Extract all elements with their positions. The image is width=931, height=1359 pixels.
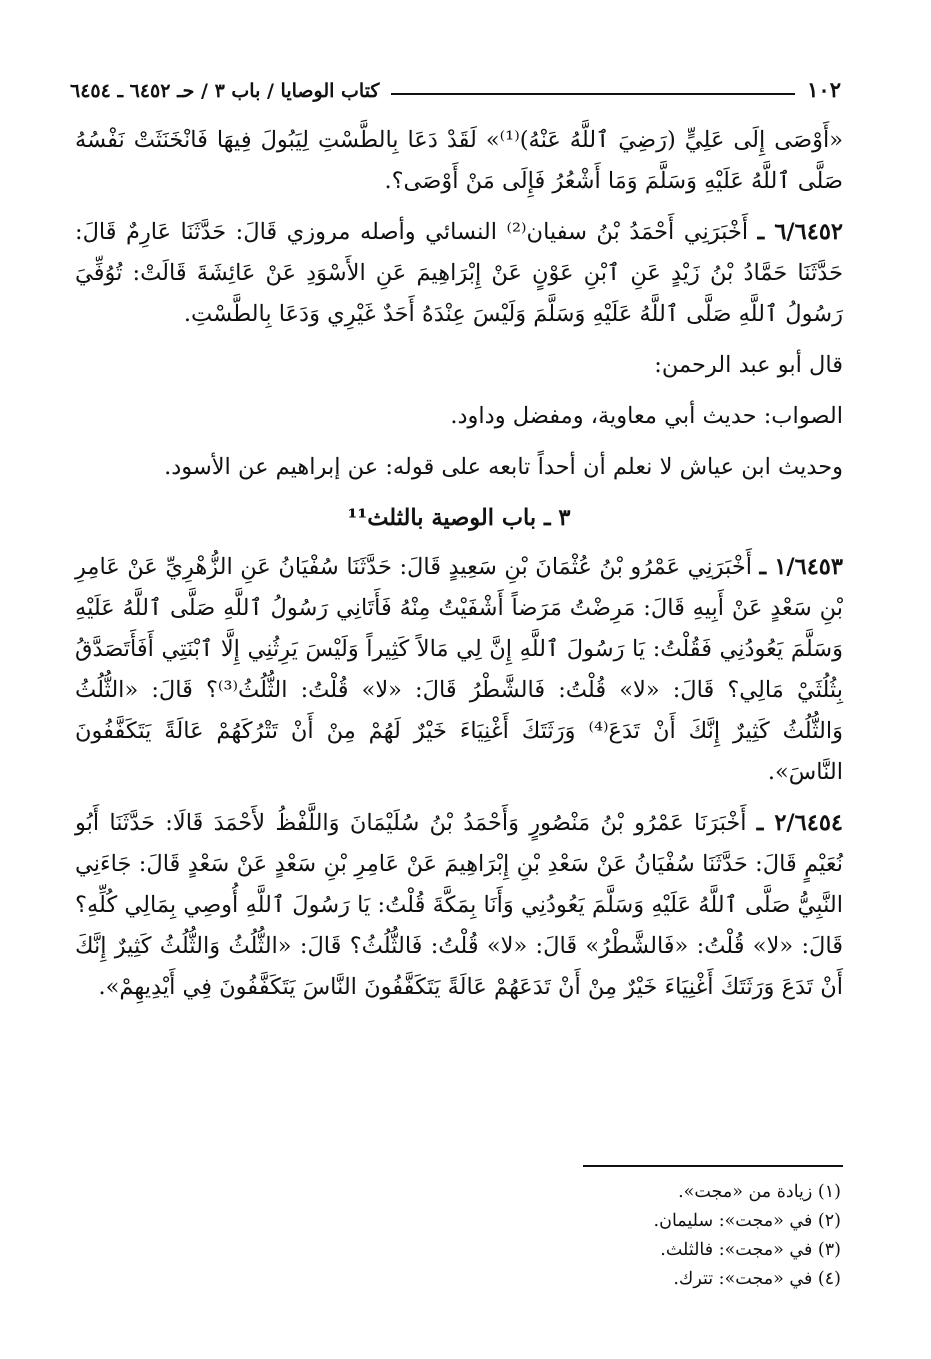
footnotes — [300, 1178, 841, 1294]
footnote: (٤) في «مجت»: تترك. — [673, 1269, 841, 1289]
paragraph — [75, 803, 843, 1008]
page-number: ١٠٢ — [807, 77, 841, 102]
paragraph-text: أَخْبَرَنِي أَحْمَدُ بْنُ سفيان⁽²⁾ النسائي وأصله مروزي قَالَ: حَدَّثَنَا عَارِمٌ قَالَ: حَدَّثَنَا حَمَّادُ بْنُ زَيْدٍ عَنِ ٱبْنِ عَوْنٍ عَنْ إِبْرَاهِيمَ عَنِ الأَسْوَدِ عَنْ عَائِشَةَ قَالَتْ: تُوُفِّيَ رَسُولُ ٱللَّهِ صَلَّى ٱللَّهُ عَلَيْهِ وَسَلَّمَ وَلَيْسَ عِنْدَهُ أَحَدٌ غَيْرِي وَدَعَا بِالطَّسْتِ. — [75, 219, 843, 327]
footnote-divider — [583, 1165, 843, 1167]
paragraph — [75, 120, 843, 202]
paragraph-text: أَخْبَرَنِي عَمْرُو بْنُ عُثْمَانَ بْنِ سَعِيدٍ قَالَ: حَدَّثَنَا سُفْيَانُ عَنِ الزُّهْرِيِّ عَنْ عَامِرِ بْنِ سَعْدٍ عَنْ أَبِيهِ قَالَ: مَرِضْتُ مَرَضاً أَشْفَيْتُ مِنْهُ فَأَتَانِي رَسُولُ ٱللَّهِ صَلَّى ٱللَّهُ عَلَيْهِ وَسَلَّمَ يَعُودُنِي فَقُلْتُ: يَا رَسُولَ ٱللَّهِ إِنَّ لِي مَالاً كَثِيراً وَلَيْسَ يَرِثُنِي إِلَّا ٱبْنَتِي أَفَأَتَصَدَّقُ بِثُلُثَيْ مَالِي؟ قَالَ: «لا» قُلْتُ: فَالشَّطْرُ قَالَ: «لا» قُلْتُ: الثُّلُثُ⁽³⁾؟ قَالَ: «الثُّلُثُ وَالثُّلُثُ كَثِيرٌ إِنَّكَ أَنْ تَدَعَ⁽⁴⁾ وَرَثَتَكَ أَغْنِيَاءَ خَيْرٌ لَهُمْ مِنْ أَنْ تَتْرُكَهُمْ عَالَةً يَتَكَفَّفُونَ النَّاسَ». — [75, 554, 843, 785]
footnote: (١) زيادة من «مجت». — [678, 1182, 841, 1202]
header-line — [391, 93, 795, 95]
paragraph-text: أَخْبَرَنَا عَمْرُو بْنُ مَنْصُورٍ وَأَحْمَدُ بْنُ سُلَيْمَانَ وَاللَّفْظُ لأَحْمَدَ قَالَا: حَدَّثَنَا أَبُو نُعَيْمٍ قَالَ: حَدَّثَنَا سُفْيَانُ عَنْ سَعْدِ بْنِ إِبْرَاهِيمَ عَنْ عَامِرِ بْنِ سَعْدٍ عَنْ سَعْدٍ قَالَ: جَاءَنِي النَّبِيُّ صَلَّى ٱللَّهُ عَلَيْهِ وَسَلَّمَ يَعُودُنِي وَأَنَا بِمَكَّةَ قُلْتُ: يَا رَسُولَ ٱللَّهِ أُوصِي بِمَالِي كُلِّهِ؟ قَالَ: «لا» قُلْتُ: «فَالشَّطْرُ» قَالَ: «لا» قُلْتُ: فَالثُّلُثُ؟ قَالَ: «الثُّلُثُ وَالثُّلُثُ كَثِيرٌ إِنَّكَ أَنْ تَدَعَ وَرَثَتَكَ أَغْنِيَاءَ خَيْرٌ مِنْ أَنْ تَدَعَهُمْ عَالَةً يَتَكَفَّفُونَ النَّاسَ يَتَكَفَّفُونَ فِي أَيْدِيهِمْ». — [75, 810, 843, 1000]
paragraph-text: الصواب: حديث أبي معاوية، ومفضل وداود. — [450, 403, 843, 429]
footnote: (٢) في «مجت»: سليمان. — [653, 1211, 841, 1231]
footnote: (٣) في «مجت»: فالثلث. — [660, 1240, 841, 1260]
paragraph — [75, 345, 843, 386]
page-header — [70, 68, 841, 102]
paragraph — [75, 396, 843, 437]
running-title: كتاب الوصايا / باب ٣ / حـ ٦٤٥٢ ـ ٦٤٥٤ — [70, 80, 380, 102]
hadith-number: ١/٦٤٥٣ ـ — [759, 554, 843, 580]
paragraph-text: وحديث ابن عياش لا نعلم أن أحداً تابعه على قوله: عن إبراهيم عن الأسود. — [164, 454, 843, 480]
hadith-number: ٢/٦٤٥٤ ـ — [756, 810, 843, 836]
main-text — [75, 120, 843, 1018]
paragraph-text: قال أبو عبد الرحمن: — [654, 352, 843, 378]
paragraph-text: «أَوْصَى إِلَى عَلِيٍّ (رَضِيَ ٱللَّهُ عَنْهُ)⁽¹⁾» لَقَدْ دَعَا بِالطَّسْتِ لِيَبُولَ فِيهَا فَانْخَنَثَتْ نَفْسُهُ صَلَّى ٱللَّهُ عَلَيْهِ وَسَلَّمَ وَمَا أَشْعُرُ فَإِلَى مَنْ أَوْصَى؟. — [75, 127, 843, 194]
paragraph — [75, 547, 843, 793]
section-heading: ٣ ـ باب الوصية بالثلث¹¹ — [347, 505, 571, 531]
paragraph — [75, 447, 843, 488]
paragraph — [75, 212, 843, 335]
hadith-number: ٦/٦٤٥٢ ـ — [757, 219, 843, 245]
